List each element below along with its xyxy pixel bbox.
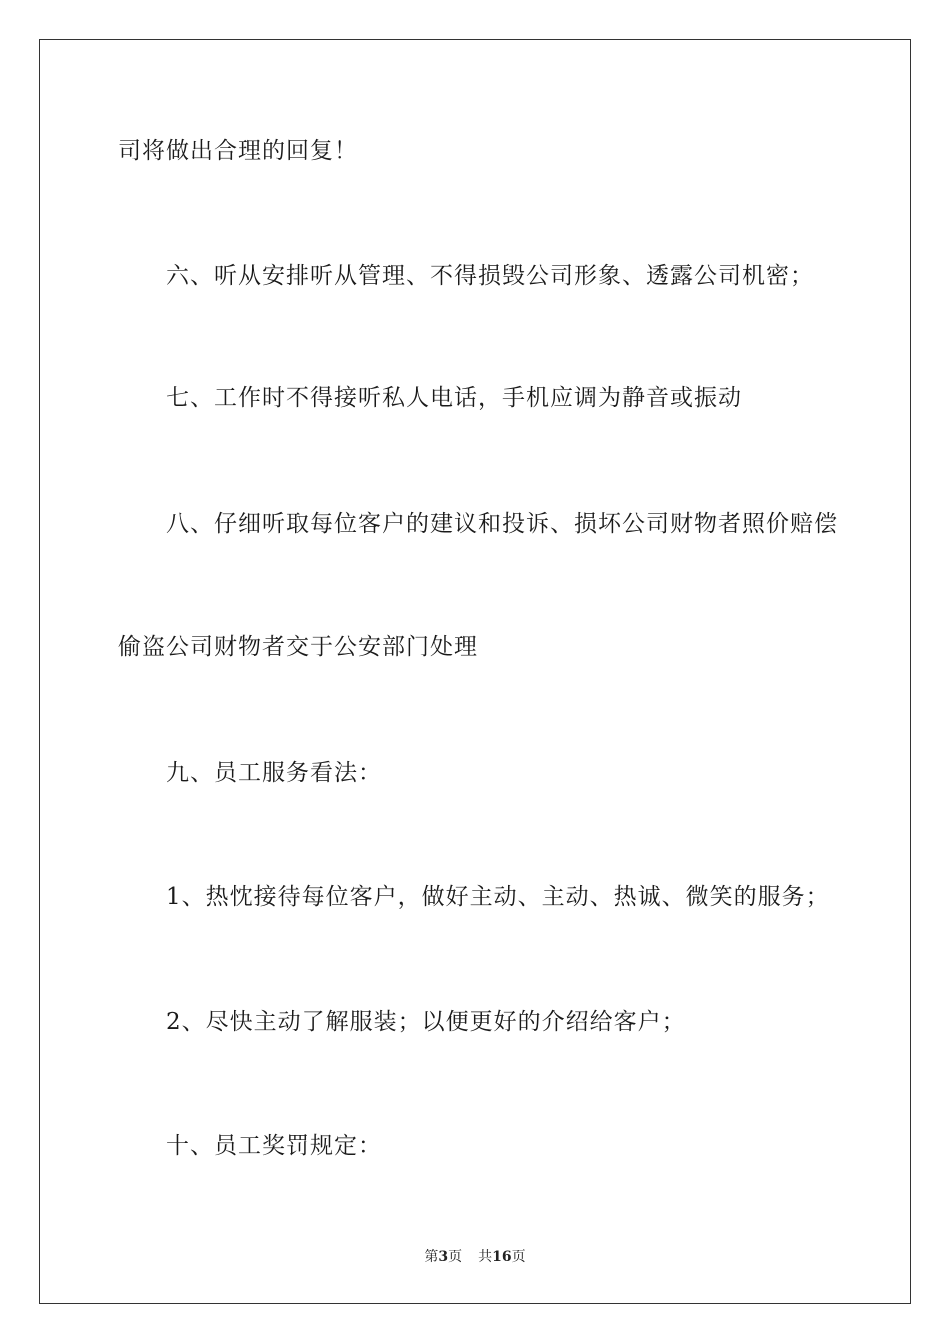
total-pages: 16 — [492, 1249, 512, 1265]
paragraph-line-8: 2、尽快主动了解服装；以便更好的介绍给客户； — [166, 1009, 686, 1035]
total-prefix: 共 — [478, 1249, 493, 1265]
page-prefix: 第 — [424, 1249, 439, 1265]
page-suffix: 页 — [448, 1249, 463, 1265]
paragraph-line-3: 七、工作时不得接听私人电话，手机应调为静音或振动 — [166, 385, 742, 411]
paragraph-line-6: 九、员工服务看法： — [166, 760, 382, 786]
total-suffix: 页 — [511, 1249, 526, 1265]
paragraph-line-1: 司将做出合理的回复！ — [118, 138, 358, 164]
page-number: 3 — [438, 1249, 449, 1265]
paragraph-line-4: 八、仔细听取每位客户的建议和投诉、损坏公司财物者照价赔偿 — [166, 511, 838, 537]
paragraph-line-9: 十、员工奖罚规定： — [166, 1133, 382, 1159]
paragraph-line-7: 1、热忱接待每位客户，做好主动、主动、热诚、微笑的服务； — [166, 884, 830, 910]
page-border — [39, 39, 911, 1304]
page-footer — [0, 1248, 950, 1266]
paragraph-line-2: 六、听从安排听从管理、不得损毁公司形象、透露公司机密； — [166, 263, 814, 289]
paragraph-line-5: 偷盗公司财物者交于公安部门处理 — [118, 634, 478, 660]
